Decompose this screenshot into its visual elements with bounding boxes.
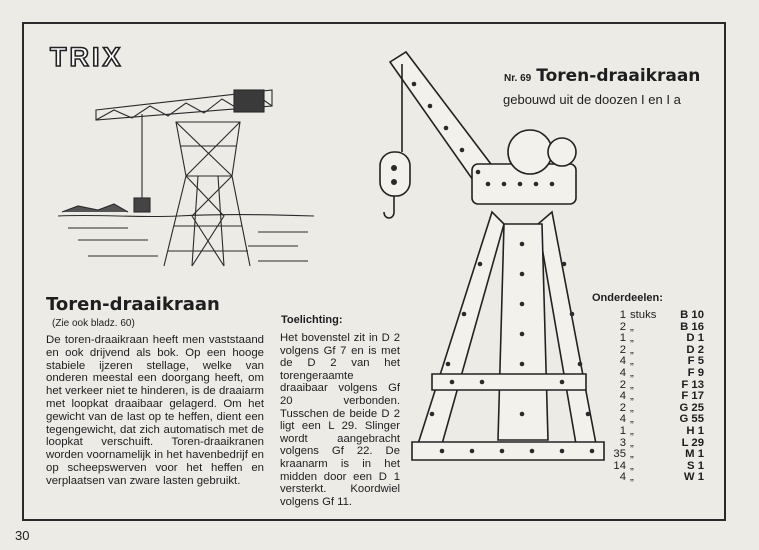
page-number: 30 bbox=[15, 528, 30, 543]
part-code: F 13 bbox=[681, 378, 704, 391]
parts-row bbox=[604, 472, 704, 484]
parts-row bbox=[604, 310, 704, 322]
part-unit: „ bbox=[630, 366, 634, 379]
part-code: F 17 bbox=[681, 390, 704, 403]
model-name: Toren-draaikraan bbox=[536, 66, 701, 86]
part-unit: „ bbox=[630, 320, 634, 333]
part-code: G 55 bbox=[679, 413, 704, 426]
part-unit: „ bbox=[630, 424, 634, 437]
part-code: B 16 bbox=[680, 320, 704, 333]
part-quantity: 4 bbox=[619, 355, 626, 368]
model-number: Nr. 69 bbox=[504, 73, 532, 84]
part-unit: „ bbox=[630, 332, 634, 345]
parts-row bbox=[604, 426, 704, 438]
parts-row bbox=[604, 449, 704, 461]
section-body: De toren-draaikraan heeft men vaststaand en ook drijvend als bok. Op een hooge stabiele ijzeren stellage, welke van onderen meestal een doorgang heeft, om het verkeer niet te hinderen, is de draaiarm met loopkat draaibaar gelagerd. Om het gewicht van de last op te heffen, dient een tegengewicht, dat zich automatisch met de loopkat verschuift. Toren-draaikranen worden voornamelijk in het havenbedrijf en op scheepswerven voor het heffen en verplaatsen van zware lasten gebruikt. bbox=[46, 334, 264, 487]
explanation-body: Het bovenstel zit in D 2 volgens Gf 7 en is met de D 2 van het torengeraamte draaibaar volgens Gf 20 verbonden. Tusschen de beide D 2 ligt een L 29. Slinger wordt aangebracht volgens Gf 22. De kraanarm is in het midden door een D 1 versterkt. Koordwiel volgens Gf 11. bbox=[280, 332, 400, 508]
part-quantity: 4 bbox=[619, 366, 626, 379]
part-quantity: 1 bbox=[619, 309, 626, 321]
part-quantity: 3 bbox=[619, 436, 626, 449]
parts-row bbox=[604, 391, 704, 403]
part-code: H 1 bbox=[686, 424, 704, 437]
part-code: F 9 bbox=[687, 366, 704, 379]
part-quantity: 1 bbox=[619, 332, 626, 345]
model-subtitle: gebouwd uit de doozen I en I a bbox=[503, 92, 681, 107]
section-heading: Toren-draaikraan bbox=[46, 294, 220, 315]
part-quantity: 4 bbox=[619, 390, 626, 403]
part-quantity: 4 bbox=[619, 471, 626, 484]
part-quantity: 4 bbox=[619, 413, 626, 426]
part-code: B 10 bbox=[680, 309, 704, 321]
part-quantity: 35 bbox=[613, 448, 626, 461]
explanation-heading: Toelichting: bbox=[281, 314, 343, 326]
part-unit: „ bbox=[630, 390, 634, 403]
parts-table bbox=[604, 310, 704, 484]
trix-logo bbox=[48, 41, 145, 71]
part-code: S 1 bbox=[687, 459, 704, 472]
part-quantity: 2 bbox=[619, 401, 626, 414]
part-unit: „ bbox=[630, 401, 634, 414]
part-unit: „ bbox=[630, 343, 634, 356]
part-unit: „ bbox=[630, 355, 634, 368]
part-unit: „ bbox=[630, 471, 634, 484]
part-code: G 25 bbox=[679, 401, 704, 414]
part-unit: „ bbox=[630, 448, 634, 461]
model-crane-illustration bbox=[372, 44, 612, 476]
part-quantity: 14 bbox=[613, 459, 626, 472]
part-code: D 2 bbox=[686, 343, 704, 356]
section-reference: (Zie ook bladz. 60) bbox=[52, 318, 135, 329]
part-code: F 5 bbox=[687, 355, 704, 368]
part-unit: „ bbox=[630, 378, 634, 391]
part-quantity: 2 bbox=[619, 320, 626, 333]
part-code: D 1 bbox=[686, 332, 704, 345]
part-unit: „ bbox=[630, 436, 634, 449]
part-code: M 1 bbox=[685, 448, 704, 461]
part-unit: „ bbox=[630, 413, 634, 426]
harbour-crane-illustration bbox=[58, 86, 314, 276]
part-quantity: 2 bbox=[619, 343, 626, 356]
parts-title: Onderdeelen: bbox=[592, 292, 663, 304]
part-unit: „ bbox=[630, 459, 634, 472]
part-quantity: 2 bbox=[619, 378, 626, 391]
model-title bbox=[504, 66, 700, 86]
part-code: W 1 bbox=[683, 471, 704, 484]
logo-text: TRIX bbox=[50, 42, 124, 71]
part-unit: stuks bbox=[630, 309, 657, 321]
part-code: L 29 bbox=[681, 436, 704, 449]
part-quantity: 1 bbox=[619, 424, 626, 437]
parts-row bbox=[604, 368, 704, 380]
